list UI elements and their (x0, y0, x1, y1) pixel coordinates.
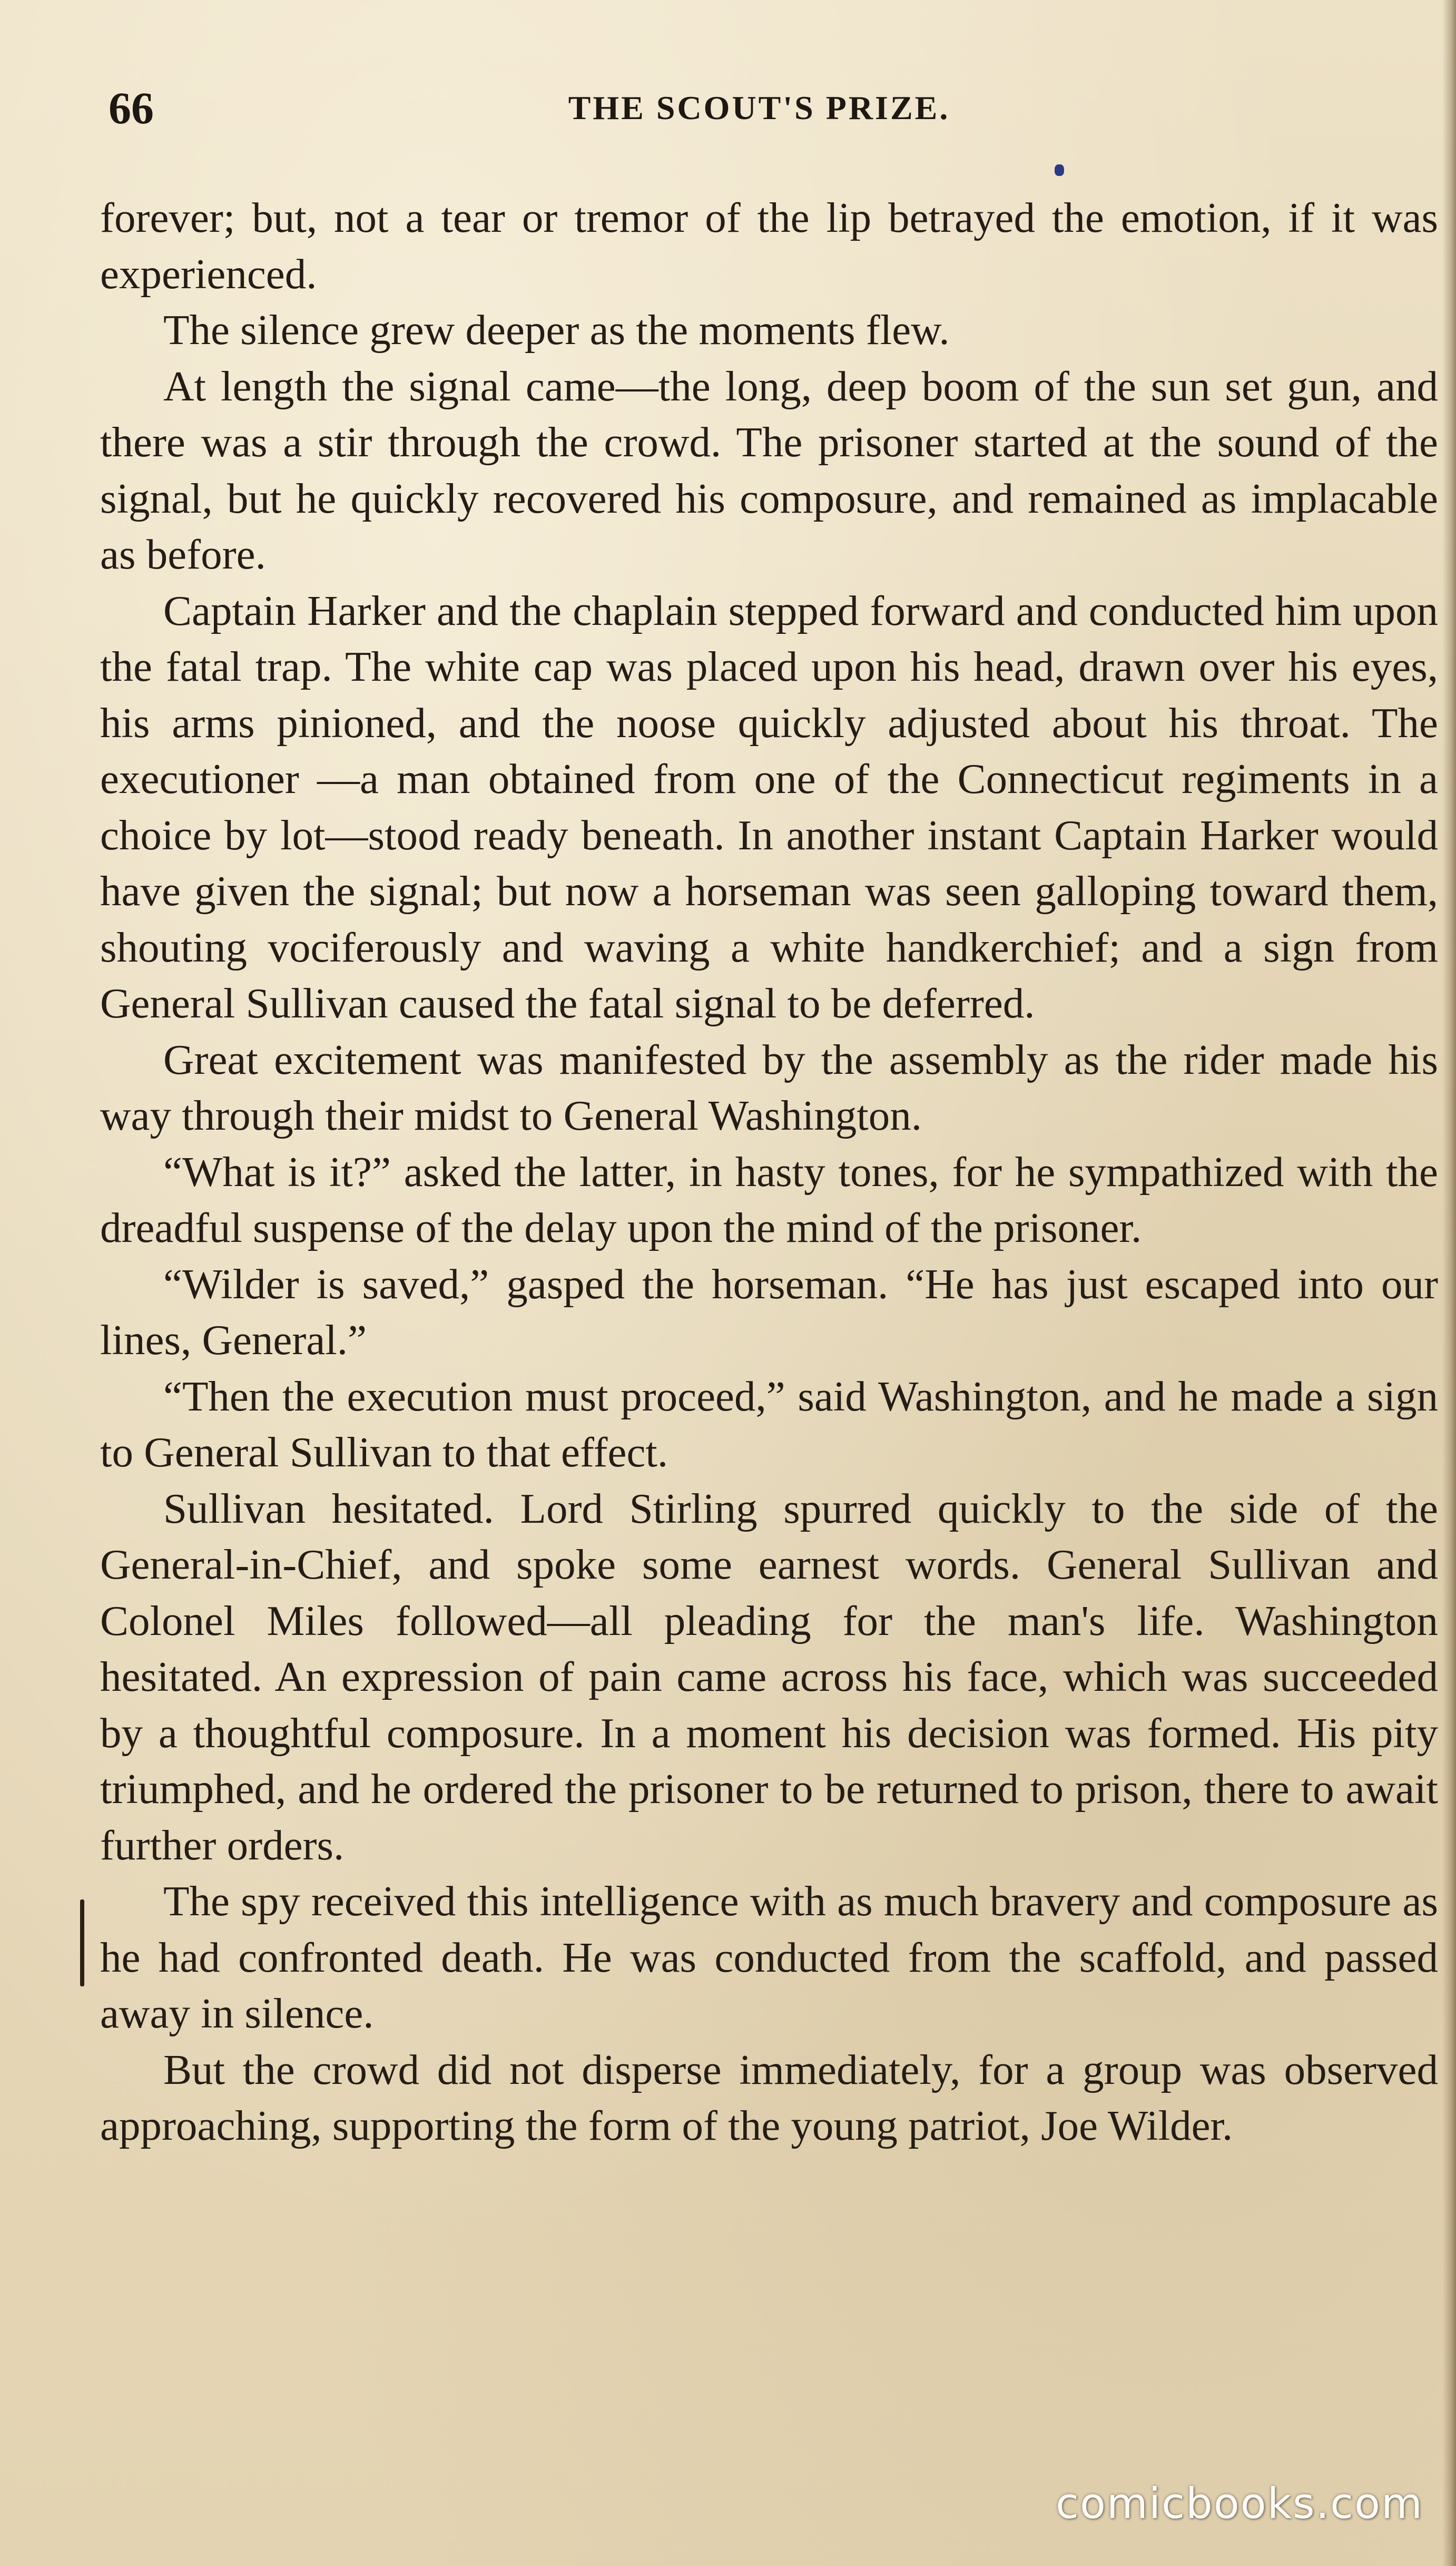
body-text (100, 190, 1438, 2154)
paragraph: But the crowd did not disperse immediately, for a group was observed approaching, supporting the form of the young patriot, Joe Wilder. (100, 2045, 1438, 2149)
page-edge-shadow (1442, 0, 1456, 2566)
paragraph: “What is it?” asked the latter, in hasty tones, for he sympathized with the dreadful suspense of the delay upon the mind of the prisoner. (100, 1148, 1438, 1251)
page-number: 66 (109, 83, 154, 133)
paragraph: Captain Harker and the chaplain stepped forward and conducted him upon the fatal trap. The white cap was placed upon his head, drawn over his eyes, his arms pinioned, and the noose quickly adjusted about his throat. The executioner —a man obtained from one of the Connecticut regiments in a choice by lot—stood ready beneath. In another instant Captain Harker would have given the signal; but now a horseman was seen galloping toward them, shouting vociferously and waving a white handkerchief; and a sign from General Sullivan caused the fatal signal to be deferred. (100, 586, 1438, 1027)
paragraph: “Wilder is saved,” gasped the horseman. “He has just escaped into our lines, General.” (100, 1260, 1438, 1364)
paragraph: “Then the execution must proceed,” said Washington, and he made a sign to General Sullivan to that effect. (100, 1372, 1438, 1476)
running-head: THE SCOUT'S PRIZE. (568, 89, 950, 126)
paragraph: The silence grew deeper as the moments flew. (163, 306, 950, 354)
page-header (109, 79, 1410, 137)
paragraph: The spy received this intelligence with as much bravery and composure as he had confronted death. He was conducted from the scaffold, and passed away in silence. (100, 1877, 1438, 2037)
ink-spot (1055, 164, 1064, 176)
paragraph: Great excitement was manifested by the assembly as the rider made his way through their midst to General Washington. (100, 1035, 1438, 1139)
site-watermark: comicbooks.com (1055, 2479, 1423, 2528)
paragraph: Sullivan hesitated. Lord Stirling spurred quickly to the side of the General-in-Chief, and spoke some earnest words. General Sullivan and Colonel Miles followed—all pleading for the man's life. Washington hesitated. An expression of pain came across his face, which was succeeded by a thoughtful composure. In a moment his decision was formed. His pity triumphed, and he ordered the prisoner to be returned to prison, there to await further orders. (100, 1484, 1438, 1869)
margin-mark (80, 1899, 84, 1986)
paragraph: At length the signal came—the long, deep boom of the sun set gun, and there was a stir through the crowd. The prisoner started at the sound of the signal, but he quickly recovered his composure, and remained as implacable as before. (100, 362, 1438, 578)
paragraph: forever; but, not a tear or tremor of the lip betrayed the emotion, if it was experienced. (100, 194, 1438, 298)
